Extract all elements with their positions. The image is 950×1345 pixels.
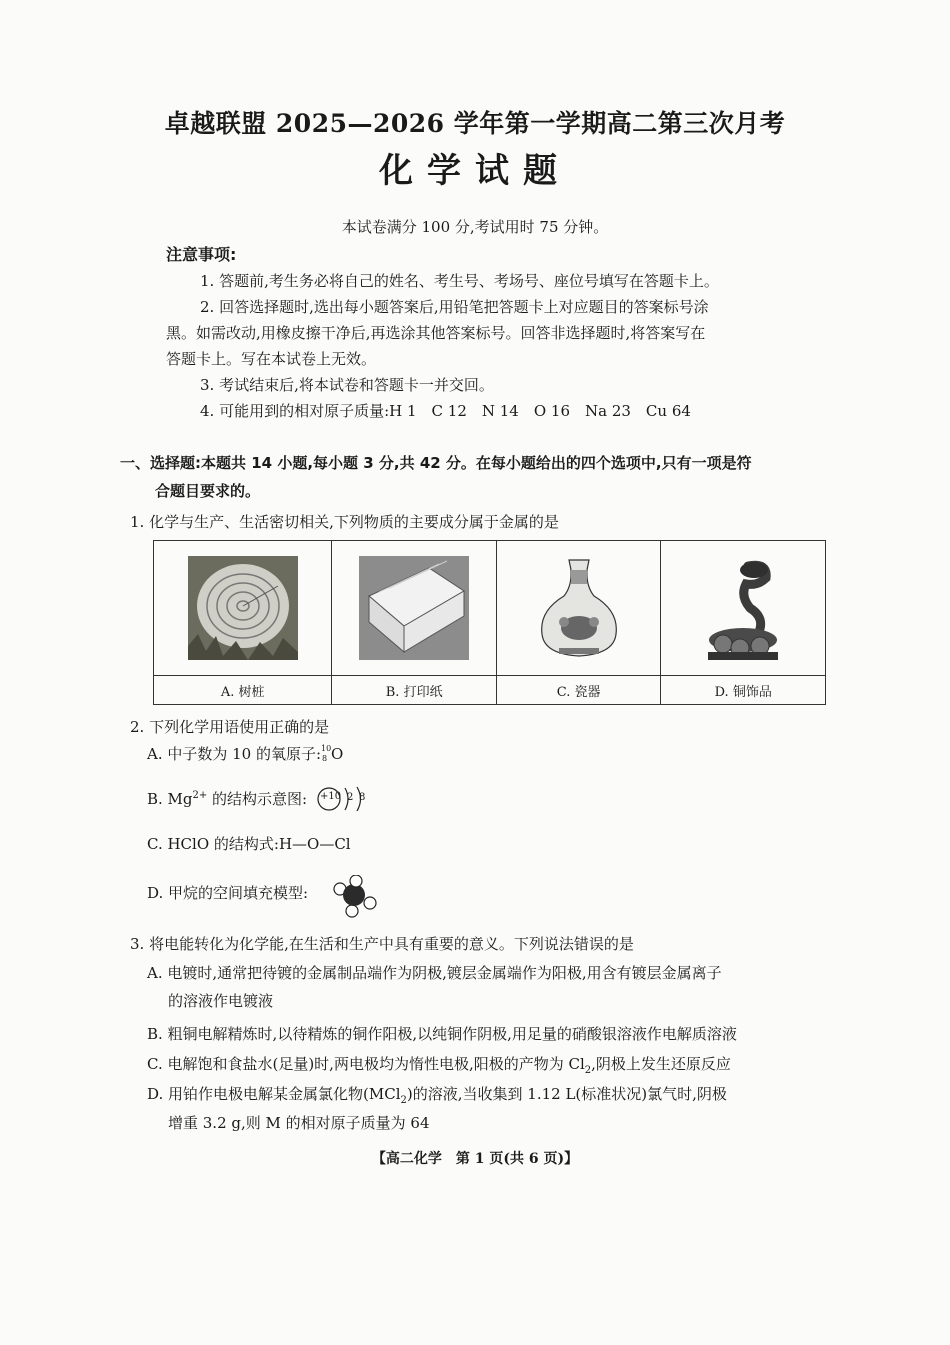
atomic-structure-diagram [317, 785, 373, 813]
q1-caption-a: A. 树桩 [154, 676, 332, 705]
q3-option-a-cont: 的溶液作电镀液 [168, 992, 274, 1010]
notice-line: 2. 回答选择题时,选出每小题答案后,用铅笔把答题卡上对应题目的答案标号涂 [200, 298, 709, 316]
exam-title: 卓越联盟 2025—2026 学年第一学期高二第三次月考 [164, 109, 786, 138]
q1-cell-d [661, 541, 826, 676]
q2-option-a-text: A. 中子数为 10 的氧原子: [147, 745, 322, 763]
q1-stem: 1. 化学与生产、生活密切相关,下列物质的主要成分属于金属的是 [130, 513, 559, 531]
subscript: 2 [400, 1095, 407, 1106]
notice-heading: 注意事项: [166, 245, 237, 264]
methane-space-filling-model [330, 875, 382, 919]
q2-option-b-text2: 的结构示意图: [207, 790, 308, 808]
exam-info: 本试卷满分 100 分,考试用时 75 分钟。 [341, 218, 609, 236]
ion-charge: 2+ [192, 790, 208, 801]
q1-image-table [153, 540, 826, 705]
q1-cell-b [332, 541, 497, 676]
q2-option-b [147, 788, 307, 809]
q3-option-d [147, 1083, 727, 1106]
q2-option-c: C. HClO 的结构式:H—O—Cl [147, 835, 351, 853]
subject-title: 化学试题 [379, 151, 571, 191]
nucleus-charge: +10 [320, 791, 342, 802]
q3-option-d-text: D. 用铂作电极电解某金属氯化物(MCl [147, 1085, 401, 1103]
porcelain-vase-image [524, 556, 634, 660]
q1-caption-b: B. 打印纸 [332, 676, 497, 705]
q2-option-b-text: B. Mg [147, 790, 193, 808]
q2-option-d: D. 甲烷的空间填充模型: [147, 884, 309, 902]
section-heading: 一、选择题:本题共 14 小题,每小题 3 分,共 42 分。在每小题给出的四个选项中,只有一项是符 [120, 454, 752, 472]
q3-stem: 3. 将电能转化为化学能,在生活和生产中具有重要的意义。下列说法错误的是 [130, 935, 634, 953]
q1-cell-a [154, 541, 332, 676]
shell-electrons-2: 8 [359, 792, 366, 803]
notice-line: 3. 考试结束后,将本试卷和答题卡一并交回。 [200, 376, 494, 394]
q2-stem: 2. 下列化学用语使用正确的是 [130, 718, 330, 736]
q3-option-d-cont: 增重 3.2 g,则 M 的相对原子质量为 64 [168, 1114, 430, 1132]
q3-option-c-text2: ,阴极上发生还原反应 [591, 1055, 731, 1073]
q3-option-c [147, 1053, 731, 1076]
notice-line: 4. 可能用到的相对原子质量:H 1 C 12 N 14 O 16 Na 23 Cu 64 [200, 402, 691, 420]
tree-stump-image [188, 556, 298, 660]
section-heading-cont: 合题目要求的。 [155, 482, 261, 500]
element-symbol: O [331, 745, 344, 763]
notice-line: 答题卡上。写在本试卷上无效。 [166, 350, 377, 368]
subscript: 2 [584, 1065, 592, 1076]
q3-option-c-text: C. 电解饱和食盐水(足量)时,两电极均为惰性电极,阳极的产物为 Cl [147, 1055, 585, 1073]
q1-cell-c [496, 541, 661, 676]
q3-option-b: B. 粗铜电解精炼时,以待精炼的铜作阳极,以纯铜作阴极,用足量的硝酸银溶液作电解质溶液 [147, 1025, 737, 1043]
notice-line: 1. 答题前,考生务必将自己的姓名、考生号、考场号、座位号填写在答题卡上。 [200, 272, 719, 290]
q3-option-a: A. 电镀时,通常把待镀的金属制品端作为阴极,镀层金属端作为阳极,用含有镀层金属离子 [147, 964, 722, 982]
q1-caption-c: C. 瓷器 [496, 676, 661, 705]
notice-line: 黑。如需改动,用橡皮擦干净后,再选涂其他答案标号。回答非选择题时,将答案写在 [166, 324, 706, 342]
page-footer: 【高二化学 第 1 页(共 6 页)】 [371, 1151, 579, 1167]
printer-paper-image [359, 556, 469, 660]
mass-number: 10 [321, 744, 332, 753]
atomic-number: 8 [322, 754, 328, 763]
isotope-notation [321, 746, 331, 764]
copper-snake-ornament-image [688, 556, 798, 660]
q2-option-a [147, 743, 343, 764]
q1-caption-d: D. 铜饰品 [661, 676, 826, 705]
shell-electrons-1: 2 [347, 792, 354, 803]
q3-option-d-text2: )的溶液,当收集到 1.12 L(标准状况)氯气时,阴极 [406, 1085, 727, 1103]
